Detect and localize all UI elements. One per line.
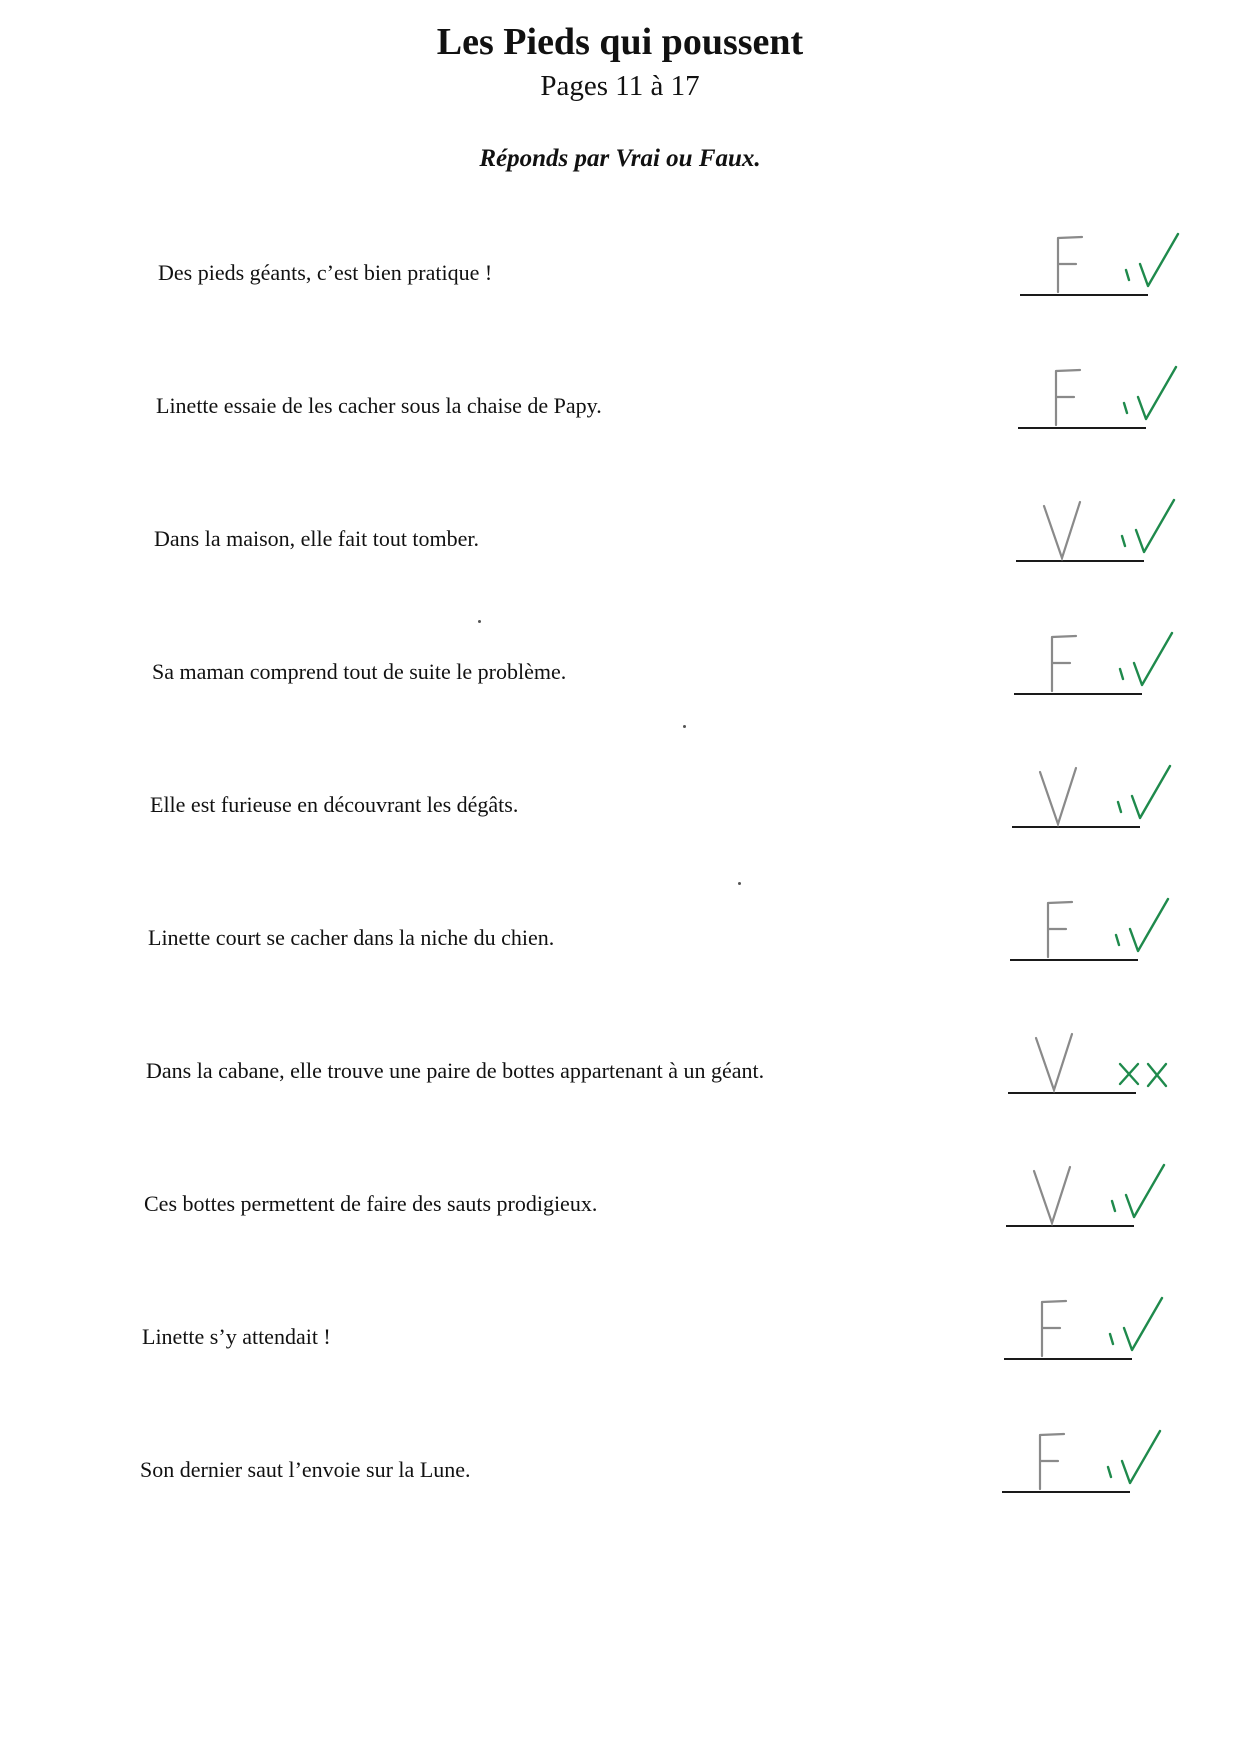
handwritten-answer (1024, 1296, 1084, 1360)
question-statement: Linette essaie de les cacher sous la chaise de Papy. (156, 393, 602, 418)
handwritten-answer (1022, 1429, 1082, 1493)
question-statement: Sa maman comprend tout de suite le problème. (152, 659, 567, 684)
question-statement: Ces bottes permettent de faire des sauts prodigieux. (144, 1191, 598, 1216)
question-statement: Dans la cabane, elle trouve une paire de bottes appartenant à un géant. (146, 1058, 765, 1083)
letter-v-icon (1026, 1163, 1086, 1227)
pages-range: Pages 11 à 17 (540, 70, 700, 102)
checkmark-icon (1112, 752, 1182, 828)
question-row (0, 1429, 1240, 1509)
handwritten-answer (1030, 897, 1090, 961)
letter-f-icon (1024, 1296, 1084, 1360)
question-statement: Des pieds géants, c’est bien pratique ! (158, 260, 493, 285)
correction-mark (1114, 619, 1184, 695)
checkmark-icon (1102, 1417, 1172, 1493)
question-row (0, 365, 1240, 445)
letter-f-icon (1030, 897, 1090, 961)
letter-f-icon (1038, 365, 1098, 429)
handwritten-answer (1032, 764, 1092, 828)
handwritten-answer (1040, 232, 1100, 296)
correction-mark (1110, 885, 1180, 961)
scan-speck (738, 882, 741, 885)
correction-mark (1112, 752, 1182, 828)
question-statement: Dans la maison, elle fait tout tomber. (154, 526, 480, 551)
correction-mark (1102, 1417, 1172, 1493)
question-row (0, 1163, 1240, 1243)
question-statement: Linette court se cacher dans la niche du chien. (148, 925, 555, 950)
handwritten-answer (1026, 1163, 1086, 1227)
handwritten-answer (1034, 631, 1094, 695)
scan-speck (683, 725, 686, 728)
question-statement: Son dernier saut l’envoie sur la Lune. (140, 1457, 471, 1482)
letter-v-icon (1028, 1030, 1088, 1094)
handwritten-answer (1036, 498, 1096, 562)
checkmark-icon (1104, 1284, 1174, 1360)
question-row (0, 498, 1240, 578)
question-row (0, 631, 1240, 711)
question-row (0, 1030, 1240, 1110)
checkmark-icon (1106, 1151, 1176, 1227)
question-row (0, 764, 1240, 844)
question-row (0, 897, 1240, 977)
correction-mark (1116, 486, 1186, 562)
checkmark-icon (1116, 486, 1186, 562)
handwritten-answer (1028, 1030, 1088, 1094)
instruction: Réponds par Vrai ou Faux. (479, 145, 761, 172)
letter-v-icon (1032, 764, 1092, 828)
letter-f-icon (1034, 631, 1094, 695)
checkmark-icon (1120, 220, 1190, 296)
checkmark-icon (1114, 619, 1184, 695)
question-statement: Linette s’y attendait ! (142, 1324, 331, 1349)
worksheet-title: Les Pieds qui poussent (436, 21, 804, 63)
handwritten-answer (1038, 365, 1098, 429)
correction-mark (1106, 1151, 1176, 1227)
correction-mark (1120, 220, 1190, 296)
letter-v-icon (1036, 498, 1096, 562)
letter-f-icon (1022, 1429, 1082, 1493)
letter-f-icon (1040, 232, 1100, 296)
correction-mark (1108, 1018, 1178, 1094)
correction-mark (1104, 1284, 1174, 1360)
cross-icon (1108, 1018, 1178, 1094)
correction-mark (1118, 353, 1188, 429)
question-row (0, 1296, 1240, 1376)
scan-speck (478, 620, 481, 623)
checkmark-icon (1118, 353, 1188, 429)
checkmark-icon (1110, 885, 1180, 961)
question-row (0, 232, 1240, 312)
question-statement: Elle est furieuse en découvrant les dégâts. (150, 792, 519, 817)
